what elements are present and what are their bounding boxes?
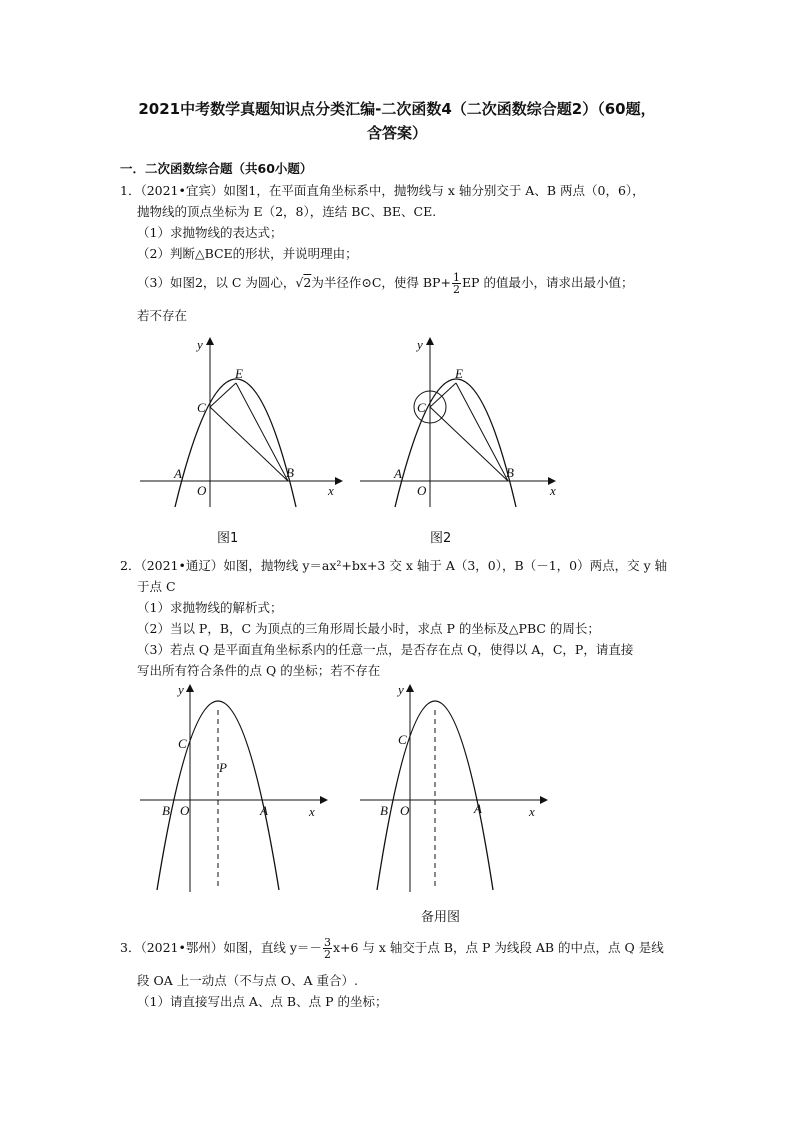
point-b-label: B [286,465,294,480]
origin-label: O [197,483,207,498]
x-axis-arrow [335,477,343,485]
q3-line-1-part-b: x+6 与 x 轴交于点 B，点 P 为线段 AB 的中点，点 Q 是线 [332,940,664,955]
q1-fraction-numerator: 1 [452,271,460,284]
point-a-label: A [394,466,402,481]
q3-line-2: 段 OA 上一动点（不与点 O、A 重合）. [137,973,358,988]
q1-line-5 [137,272,633,295]
q3-line-1-part-a: 3．（2021•鄂州）如图，直线 y＝－ [120,940,322,955]
point-b-label: B [506,465,514,480]
y-axis-label: y [178,682,184,697]
y-axis-label: y [398,682,404,697]
point-c-label: C [398,732,407,747]
parabola [175,379,296,507]
segment-bc [210,407,288,481]
q1-line-2: 抛物线的顶点坐标为 E（2，8），连结 BC、BE、CE. [137,204,437,219]
parabola [395,379,516,507]
q1-figure-2 [360,335,565,510]
point-p-label: P [219,760,227,775]
x-axis-arrow [320,796,328,804]
y-axis-arrow [206,337,214,345]
q1-line-5-part-c: EP 的值最小，请求出最小值； [461,275,634,290]
q1-line-4: （2）判断△BCE的形状，并说明理由； [137,246,358,261]
q2-line-4: （2）当以 P，B，C 为顶点的三角形周长最小时，求点 P 的坐标及△PBC 的周长； [137,621,600,636]
figure-1-caption: 图1 [217,531,239,546]
q1-line-3: （1）求抛物线的表达式； [137,225,283,240]
segment-ce [430,383,456,407]
y-axis-arrow [186,684,194,692]
point-a-label: A [474,801,482,816]
q3-fraction [323,937,332,960]
sqrt-symbol: √ [295,275,304,290]
q3-line-3: （1）请直接写出点 A、点 B、点 P 的坐标； [137,994,388,1009]
point-c-label: C [178,736,187,751]
y-axis-arrow [426,337,434,345]
q3-fraction-numerator: 3 [323,936,331,949]
figure-2-caption: 图2 [430,531,452,546]
point-b-label: B [380,803,388,818]
x-axis-label: x [529,804,535,819]
segment-ce [210,383,236,407]
q2-line-5: （3）若点 Q 是平面直角坐标系内的任意一点，是否存在点 Q，使得以 A，C，P，请直接 [137,642,634,657]
q3-line-1 [120,937,664,960]
x-axis-label: x [328,483,334,498]
origin-label: O [180,803,190,818]
q3-fraction-denominator: 2 [323,948,331,961]
q1-fraction [452,272,461,295]
q2-figure [140,680,340,895]
x-axis-label: x [550,483,556,498]
q2-line-2: 于点 C [137,579,176,594]
x-axis-arrow [540,796,548,804]
q2-line-1: 2．（2021•通辽）如图，抛物线 y＝ax²+bx+3 交 x 轴于 A（3，0），B（－1，0）两点，交 y 轴 [120,558,668,573]
point-c-label: C [417,400,426,415]
q1-line-1: 1．（2021•宜宾）如图1，在平面直角坐标系中，抛物线与 x 轴分别交于 A、B 两点（0，6）， [120,183,645,198]
segment-bc [430,407,508,481]
y-axis-label: y [417,337,423,352]
point-e-label: E [455,366,463,381]
x-axis-label: x [309,804,315,819]
title-line-1: 2021中考数学真题知识点分类汇编-二次函数4（二次函数综合题2）（60题， [138,100,656,118]
point-c-label: C [197,400,206,415]
q1-figure-1 [140,335,345,510]
point-a-label: A [174,466,182,481]
q2-line-3: （1）求抛物线的解析式； [137,600,283,615]
point-e-label: E [235,366,243,381]
segment-be [236,383,288,481]
spare-figure-caption: 备用图 [421,910,461,925]
y-axis-arrow [406,684,414,692]
point-a-label: A [260,803,268,818]
y-axis-label: y [197,337,203,352]
title-line-2: 含答案） [366,124,427,142]
segment-be [456,383,508,481]
point-b-label: B [162,803,170,818]
q2-line-6: 写出所有符合条件的点 Q 的坐标；若不存在 [137,663,381,678]
origin-label: O [400,803,410,818]
q1-line-5-part-b: 为半径作⊙C，使得 BP+ [311,275,451,290]
origin-label: O [417,483,427,498]
q1-fraction-denominator: 2 [452,283,460,296]
q2-spare-figure [360,680,560,895]
q1-sqrt-value: 2 [303,275,312,290]
document-title [100,97,694,145]
q1-line-6: 若不存在 [137,308,188,323]
q1-line-5-part-a: （3）如图2，以 C 为圆心， [137,275,296,290]
section-heading: 一．二次函数综合题（共60小题） [120,161,313,176]
